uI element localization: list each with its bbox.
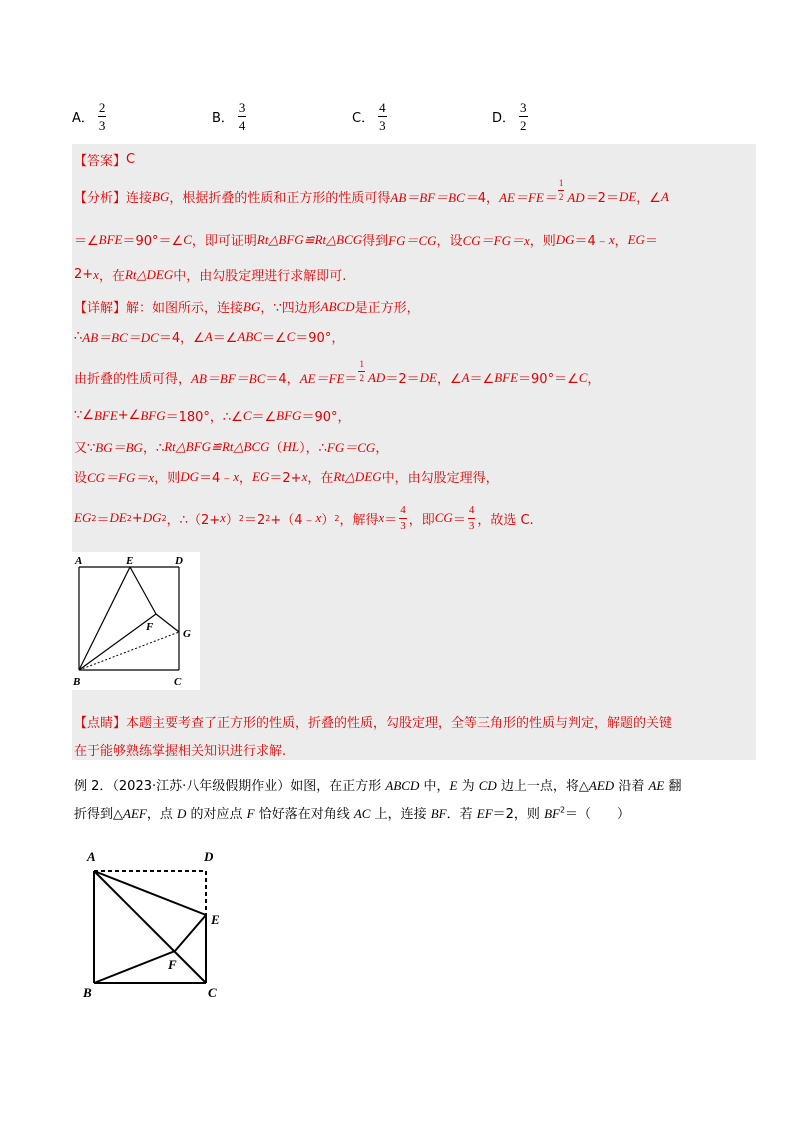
segment-ae	[94, 871, 206, 915]
choice-d	[492, 96, 528, 136]
label-a: A	[87, 849, 96, 864]
choice-fraction: $\frac{2}{3}$	[98, 99, 106, 133]
analysis-line-3: 2+ x ，在 Rt△DEG 中，由勾股定理进行求解即可.	[74, 266, 347, 284]
label-a: A	[75, 555, 83, 567]
detail-line-3: 由折叠的性质可得， AB＝BF＝BC ＝4， AE＝FE ＝ $\frac{1}{2}$ AD ＝2＝ DE ，∠ A ＝∠ BFE ＝90°＝∠ C ，	[74, 359, 601, 387]
segment-bf	[79, 614, 156, 670]
label-d: D	[204, 849, 214, 864]
figure-2	[80, 845, 240, 1005]
detail-line-1: 【详解】 解：如图所示，连接 BG ，∵四边形 ABCD 是正方形，	[74, 298, 420, 316]
segment-ef	[130, 567, 156, 614]
detail-line-6: 设 CG＝FG＝x ，则 DG ＝4﹣ x ， EG ＝2+ x ，在 Rt△DEG 中，由勾股定理得，	[74, 468, 499, 486]
label-b: B	[83, 985, 92, 1000]
label-f: F	[168, 957, 177, 972]
label-g: G	[183, 628, 191, 640]
choice-a	[72, 96, 106, 136]
label-c: C	[208, 985, 217, 1000]
comment-line-2: 在于能够熟练掌握相关知识进行求解.	[74, 744, 287, 759]
figure-1	[72, 552, 200, 690]
label-e: E	[126, 555, 134, 567]
label-e: E	[211, 912, 220, 927]
detail-line-4: ∵∠ BFE +∠ BFG ＝180°，∴∠ C ＝∠ BFG ＝90°，	[74, 407, 351, 425]
example-line-2: 折得到△AEF，点 D 的对应点 F 恰好落在对角线 AC 上，连接 BF．若 EF＝2，则 $BF^2=$（ ）	[74, 805, 631, 822]
folded-square-diagram-1	[72, 552, 200, 690]
choice-fraction: $\frac{3}{2}$	[520, 99, 527, 133]
folded-square-diagram-2	[80, 845, 240, 1005]
segment-fg	[156, 614, 179, 632]
segment-bg-dotted	[79, 632, 179, 670]
detail-line-7: EG 2 ＝ DE 2 + DG 2 ，∴（2+ x ） 2 ＝2 2 +（4﹣ x ） 2 ，解得 x ＝ $\frac{4}{3}$ ，即 CG ＝ $\frac{4}{3}$ ，故选 C.	[74, 503, 534, 532]
choice-fraction: $\frac{4}{3}$	[379, 99, 386, 133]
choice-letter: D．	[492, 110, 516, 126]
answer-value: C	[126, 152, 136, 167]
answer-label: 【答案】	[74, 154, 127, 169]
choice-fraction: $\frac{3}{4}$	[238, 99, 246, 133]
label-f: F	[146, 621, 154, 633]
detail-line-2: ∴ AB＝BC＝DC ＝4，∠ A ＝∠ ABC ＝∠ C ＝90°，	[74, 328, 345, 346]
choice-c	[352, 96, 387, 136]
segment-bf	[94, 951, 175, 983]
choice-b	[212, 96, 246, 136]
detail-line-5: 又∵ BG＝BG ，∴ Rt△BFG≌Rt△BCG （ HL ），∴ FG＝CG ，	[74, 438, 389, 456]
choices-row	[0, 96, 800, 136]
choice-letter: C．	[352, 110, 375, 126]
answer-line	[74, 150, 135, 169]
choice-letter: B．	[212, 110, 234, 126]
choice-letter: A．	[72, 110, 94, 126]
label-c: C	[174, 676, 182, 688]
analysis-line-2: ＝∠ BFE ＝90°＝∠ C ，即可证明 Rt△BFG≌Rt△BCG 得到 FG＝CG ，设 CG＝FG＝x ，则 DG ＝4﹣ x ， EG ＝	[74, 231, 658, 249]
comment-line-1: 【点睛】 本题主要考查了正方形的性质，折叠的性质，勾股定理，全等三角形的性质与判定，解题的关键	[74, 716, 673, 731]
segment-ef	[175, 915, 206, 951]
analysis-line-1: 【分析】 连接 BG ，根据折叠的性质和正方形的性质可得 AB＝BF＝BC＝ 4， AE＝FE＝ $\frac{1}{2}$ AD＝ 2＝ DE ，∠ A	[74, 178, 669, 206]
segment-be	[79, 567, 130, 670]
label-d: D	[175, 555, 183, 567]
example-line-1: 例 2．（2023·江苏·八年级假期作业）如图，在正方形 ABCD 中，E 为 CD 边上一点，将△AED 沿着 AE 翻	[74, 778, 682, 794]
diagonal-ac	[94, 871, 206, 983]
label-b: B	[73, 676, 81, 688]
